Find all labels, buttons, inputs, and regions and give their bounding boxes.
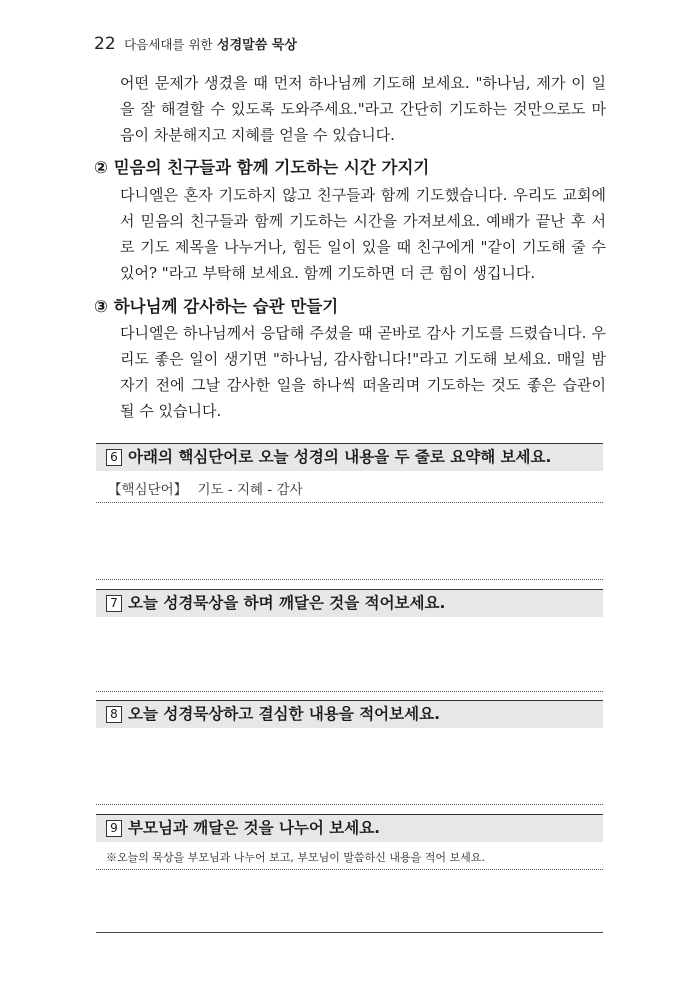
section-heading-3: ③ 하나님께 감사하는 습관 만들기 [94, 297, 339, 316]
question-text: 오늘 성경묵상하고 결심한 내용을 적어보세요. [128, 705, 440, 723]
book-title: 성경말씀 묵상 [217, 38, 297, 53]
question-8 [96, 700, 603, 728]
question-text: 오늘 성경묵상을 하며 깨달은 것을 적어보세요. [128, 594, 446, 612]
answer-line[interactable] [96, 691, 603, 692]
keyword-label: 【핵심단어】 [108, 482, 188, 498]
question-number: 9 [106, 820, 122, 837]
question-7 [96, 589, 603, 617]
question-number: 6 [106, 449, 122, 466]
question-6 [96, 443, 603, 471]
section-body-2: 다니엘은 혼자 기도하지 않고 친구들과 함께 기도했습니다. 우리도 교회에서 믿음의 친구들과 함께 기도하는 시간을 가져보세요. 예배가 끝난 후 서로 기도 제목을 나누거나, 힘든 일이 있을 때 친구에게 "같이 기도해 줄 수 있어? "라고 부탁해 보세요. 함께 기도하면 더 큰 힘이 생깁니다. [120, 186, 606, 282]
section-body-3: 다니엘은 하나님께서 응답해 주셨을 때 곧바로 감사 기도를 드렸습니다. 우리도 좋은 일이 생기면 "하나님, 감사합니다!"라고 기도해 보세요. 매일 밤 자기 전에 그날 감사한 일을 하나씩 떠올리며 기도하는 것도 좋은 습관이 될 수 있습니다. [120, 324, 606, 420]
answer-line[interactable] [96, 579, 603, 580]
section-heading-2: ② 믿음의 친구들과 함께 기도하는 시간 가지기 [94, 158, 430, 177]
answer-line[interactable] [96, 869, 603, 870]
instruction-note: ※오늘의 묵상을 부모님과 나누어 보고, 부모님이 말씀하신 내용을 적어 보세요. [106, 851, 485, 864]
intro-paragraph: 어떤 문제가 생겼을 때 먼저 하나님께 기도해 보세요. "하나님, 제가 이 일을 잘 해결할 수 있도록 도와주세요."라고 간단히 기도하는 것만으로도 마음이 차분해지고 지혜를 얻을 수 있습니다. [120, 74, 606, 144]
question-9 [96, 814, 603, 842]
page-number: 22 [94, 34, 116, 54]
series-label: 다음세대를 위한 [124, 37, 213, 52]
answer-line[interactable] [96, 804, 603, 805]
page-header [94, 34, 297, 54]
question-text: 부모님과 깨달은 것을 나누어 보세요. [128, 819, 381, 837]
question-number: 7 [106, 595, 122, 612]
question-text: 아래의 핵심단어로 오늘 성경의 내용을 두 줄로 요약해 보세요. [128, 448, 552, 466]
keyword-row [108, 478, 303, 498]
answer-line[interactable] [96, 502, 603, 503]
question-number: 8 [106, 706, 122, 723]
bottom-rule [96, 932, 603, 933]
keyword-words: 기도 - 지혜 - 감사 [197, 482, 303, 498]
